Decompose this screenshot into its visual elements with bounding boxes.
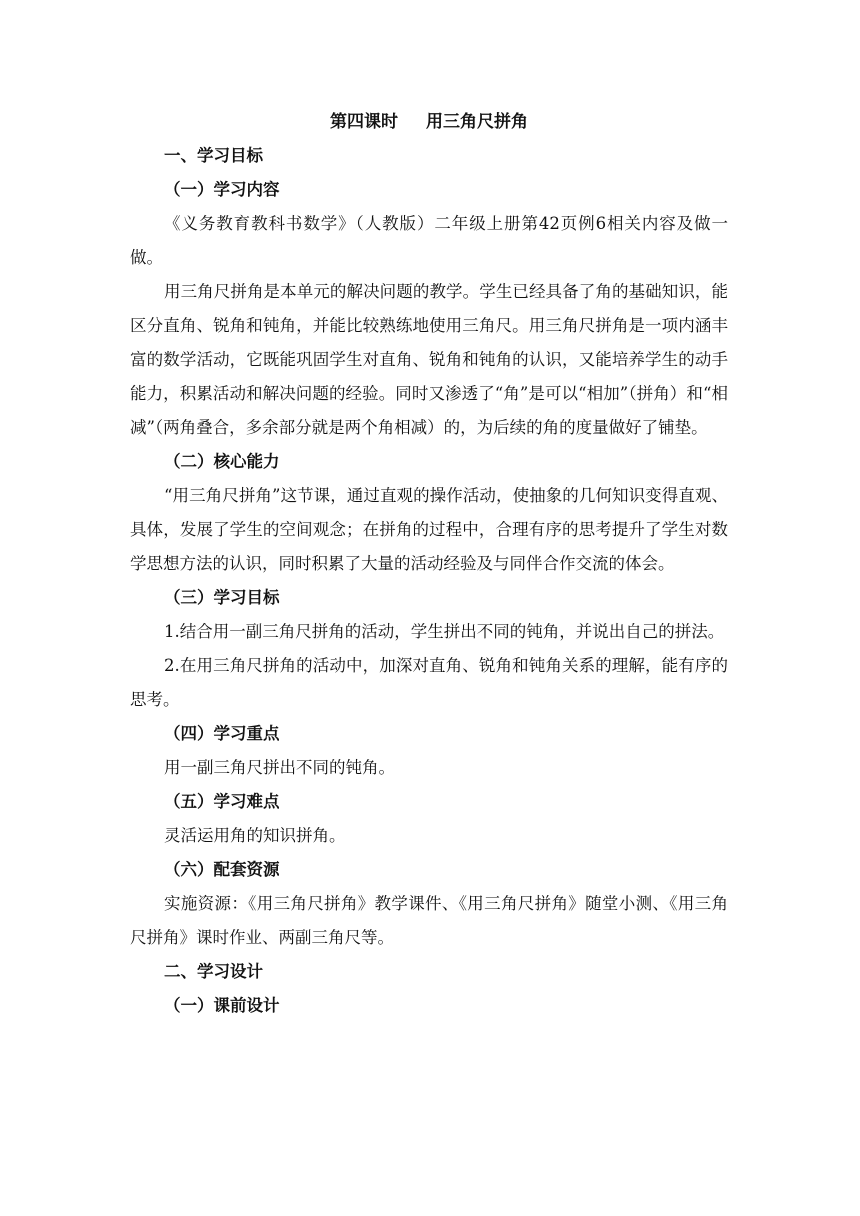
lesson-number: 第四课时 bbox=[330, 112, 398, 132]
objective-item-2: 2.在用三角尺拼角的活动中，加深对直角、锐角和钝角关系的理解，能有序的思考。 bbox=[130, 656, 728, 709]
subsection-key-point-heading: （四）学习重点 bbox=[164, 724, 280, 743]
difficulty-paragraph: 灵活运用角的知识拼角。 bbox=[164, 826, 346, 845]
key-point-paragraph: 用一副三角尺拼出不同的钝角。 bbox=[164, 758, 395, 777]
lesson-title bbox=[130, 105, 728, 139]
subsection-pre-class-heading: （一）课前设计 bbox=[164, 996, 280, 1015]
subsection-difficulty-heading: （五）学习难点 bbox=[164, 792, 280, 811]
core-ability-paragraph: “用三角尺拼角”这节课，通过直观的操作活动，使抽象的几何知识变得直观、具体，发展了学生的空间观念；在拼角的过程中，合理有序的思考提升了学生对数学思想方法的认识，同时积累了大量的活动经验及与同伴合作交流的体会。 bbox=[130, 486, 728, 573]
objective-item-1: 1.结合用一副三角尺拼角的活动，学生拼出不同的钝角，并说出自己的拼法。 bbox=[164, 622, 725, 641]
section-learning-goals-heading: 一、学习目标 bbox=[164, 146, 263, 165]
section-learning-design-heading: 二、学习设计 bbox=[164, 962, 263, 981]
lesson-name: 用三角尺拼角 bbox=[426, 112, 528, 132]
resources-paragraph: 实施资源：《用三角尺拼角》教学课件、《用三角尺拼角》随堂小测、《用三角尺拼角》课时作业、两副三角尺等。 bbox=[130, 894, 728, 947]
content-paragraph: 《义务教育教科书数学》（人教版）二年级上册第42页例6相关内容及做一做。 bbox=[130, 214, 728, 267]
subsection-core-ability-heading: （二）核心能力 bbox=[164, 452, 280, 471]
teaching-analysis-paragraph: 用三角尺拼角是本单元的解决问题的教学。学生已经具备了角的基础知识，能区分直角、锐角和钝角，并能比较熟练地使用三角尺。用三角尺拼角是一项内涵丰富的数学活动，它既能巩固学生对直角、锐角和钝角的认识，又能培养学生的动手能力，积累活动和解决问题的经验。同时又渗透了“角”是可以“相加”（拼角）和“相减”（两角叠合，多余部分就是两个角相减）的，为后续的角的度量做好了铺垫。 bbox=[130, 282, 728, 437]
document-page bbox=[130, 105, 728, 1023]
subsection-objectives-heading: （三）学习目标 bbox=[164, 588, 280, 607]
subsection-resources-heading: （六）配套资源 bbox=[164, 860, 280, 879]
subsection-content-heading: （一）学习内容 bbox=[164, 180, 280, 199]
